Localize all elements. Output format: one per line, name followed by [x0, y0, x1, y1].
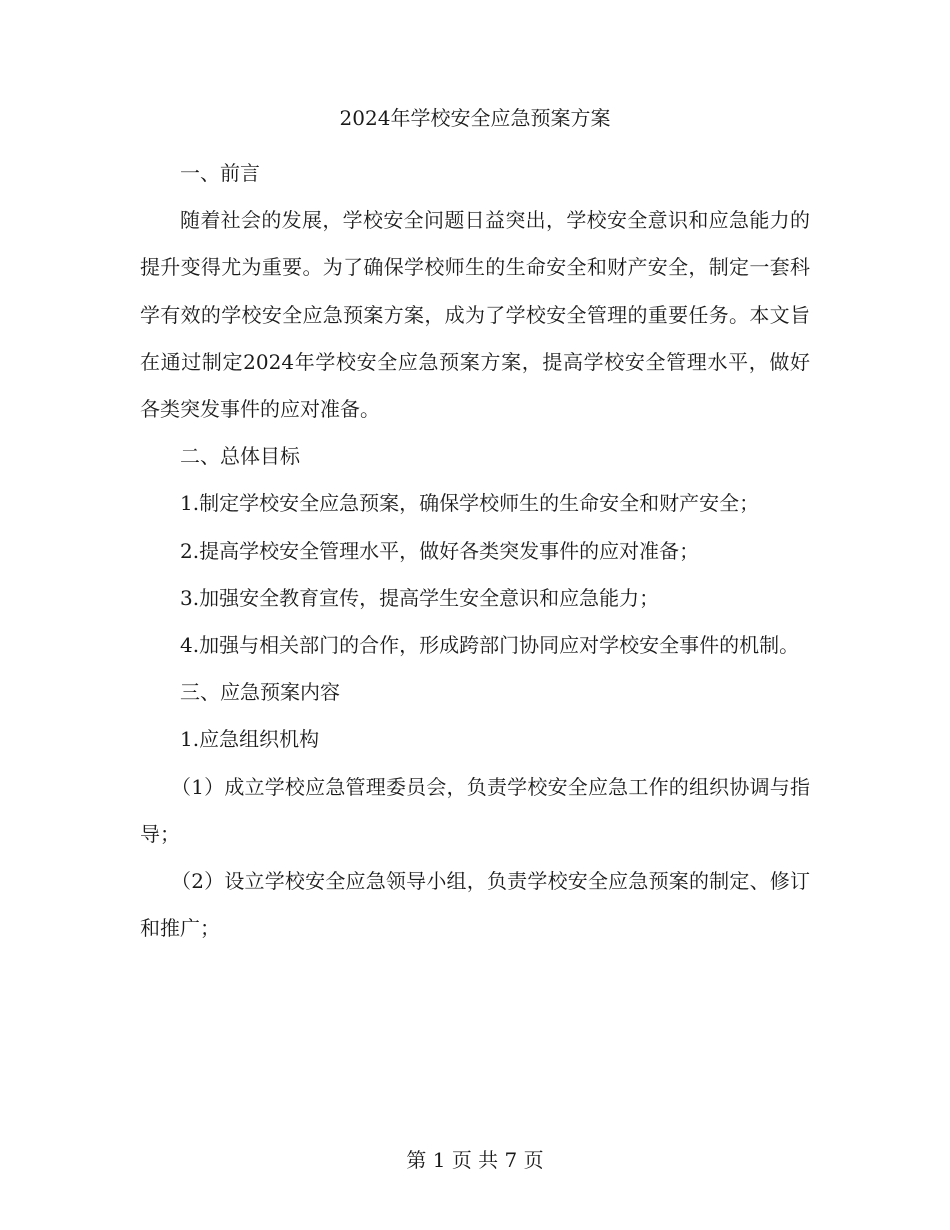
subsection-heading-organization: 1.应急组织机构 — [180, 727, 320, 752]
goal-item-4: 4.加强与相关部门的合作，形成跨部门协同应对学校安全事件的机制。 — [180, 633, 800, 658]
document-title: 2024年学校安全应急预案方案 — [339, 106, 611, 130]
section-heading-goals: 二、总体目标 — [180, 444, 300, 469]
organization-item-1: （1）成立学校应急管理委员会，负责学校安全应急工作的组织协调与指导； — [140, 774, 810, 846]
section-heading-preface: 一、前言 — [180, 161, 260, 185]
document-body — [140, 150, 810, 952]
goal-item-2: 2.提高学校安全管理水平，做好各类突发事件的应对准备； — [180, 538, 700, 563]
organization-item-2: （2）设立学校安全应急领导小组，负责学校安全应急预案的制定、修订和推广； — [140, 869, 810, 941]
section-heading-content: 三、应急预案内容 — [180, 680, 340, 705]
page-footer: 第 1 页 共 7 页 — [406, 1148, 544, 1172]
goal-item-1: 1.制定学校安全应急预案，确保学校师生的生命安全和财产安全； — [180, 491, 760, 516]
paragraph-preface: 随着社会的发展，学校安全问题日益突出，学校安全意识和应急能力的提升变得尤为重要。为了确保学校师生的生命安全和财产安全，制定一套科学有效的学校安全应急预案方案，成为了学校安全管理的重要任务。本文旨在通过制定2024年学校安全应急预案方案，提高学校安全管理水平，做好各类突发事件的应对准备。 — [140, 208, 810, 422]
goal-item-3: 3.加强安全教育宣传，提高学生安全意识和应急能力； — [180, 585, 660, 610]
